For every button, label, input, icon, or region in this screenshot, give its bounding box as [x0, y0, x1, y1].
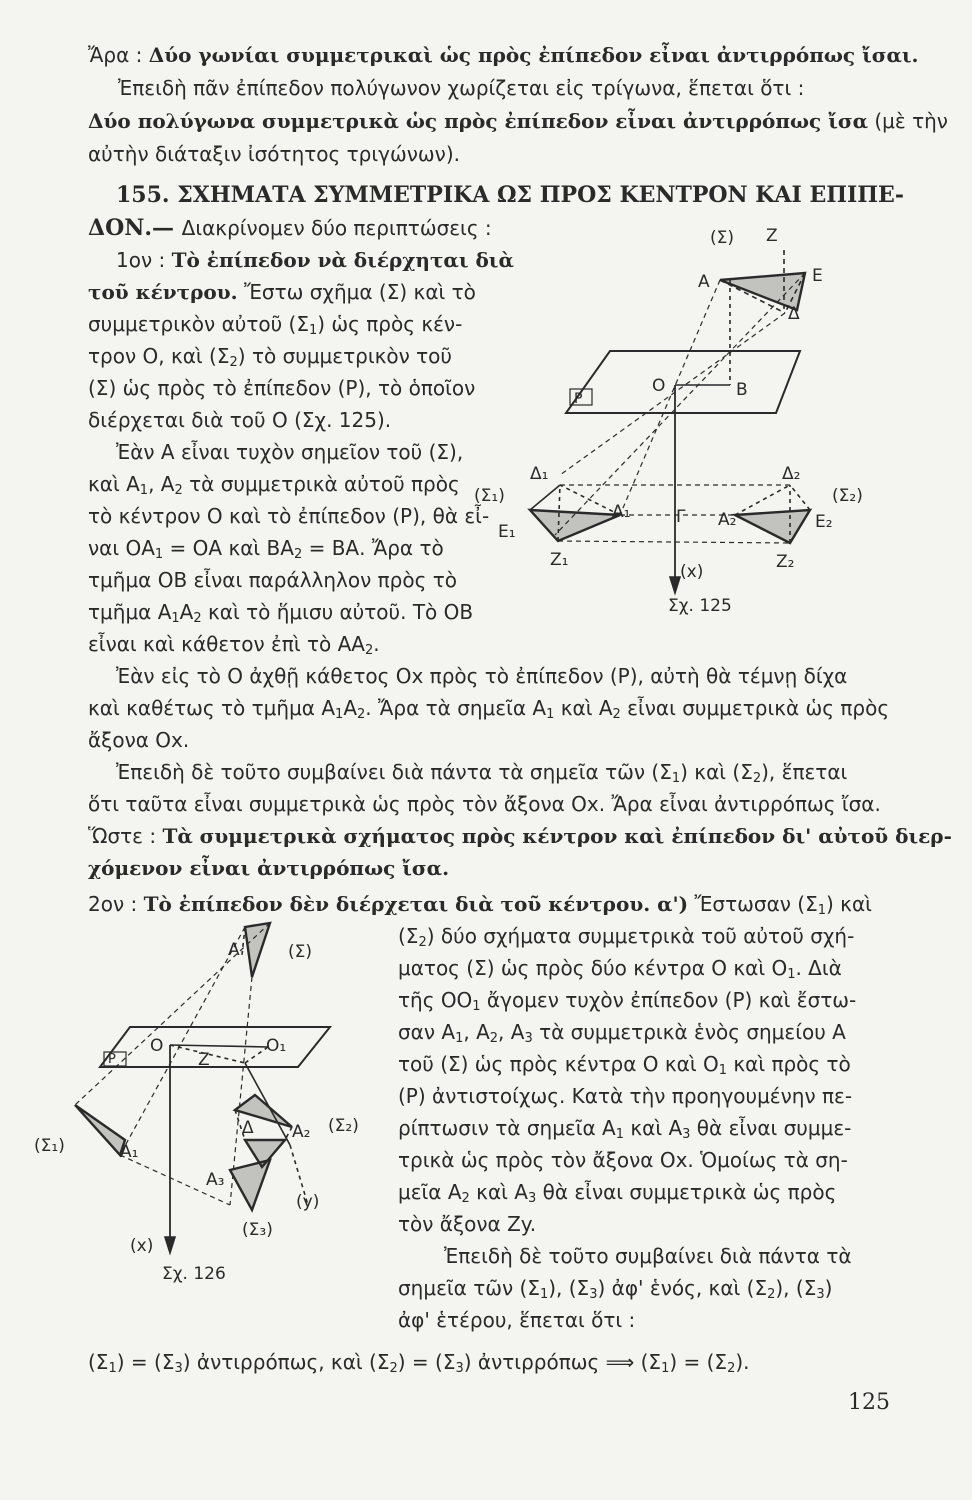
figure-caption: Σχ. 125 — [668, 596, 732, 616]
theorem-text: Δύο γωνίαι συμμετρικαὶ ὡς πρὸς ἐπίπεδον εἶναι ἀντιρρόπως ἴσαι. — [148, 43, 919, 67]
heading-text: ΔΟΝ.— — [88, 215, 182, 241]
text-line — [88, 41, 919, 69]
label: Z₁ — [550, 550, 569, 570]
figure-125 — [470, 225, 890, 620]
label: (Σ₁) — [34, 1136, 65, 1156]
text-line: Ἐὰν Α εἶναι τυχὸν σημεῖον τοῦ (Σ), — [116, 440, 464, 464]
formula-line: $(\Sigma_1) = (\Sigma_3)$ ἀντιρρόπως, καὶ $(\Sigma_2) = (\Sigma_3)$ ἀντιρρόπως ⟹ $(\Sigma_1) = (\Sigma_2)$. — [88, 1350, 750, 1376]
text: Διακρίνομεν δύο περιπτώσεις : — [181, 216, 492, 240]
text-line: Ὥστε : Τὰ συμμετρικὰ σχήματος πρὸς κέντρον καὶ ἐπίπεδον δι' αὐτοῦ διερ- — [88, 824, 952, 848]
text-line: Ἐὰν εἰς τὸ Ο ἀχθῇ κάθετος Οx πρὸς τὸ ἐπίπεδον (P), αὐτὴ θὰ τέμνῃ δίχα — [116, 664, 848, 688]
text-line: Ἐπειδὴ δὲ τοῦτο συμβαίνει διὰ πάντα τὰ σημεῖα τῶν $(\Sigma_1)$ καὶ $(\Sigma_2)$, ἕπεται — [116, 760, 848, 786]
text-line: διέρχεται διὰ τοῦ Ο (Σχ. 125). — [88, 408, 392, 432]
text: 1ον : — [116, 248, 172, 272]
text-line — [88, 214, 492, 242]
text-line: εἶναι καὶ κάθετον ἐπὶ τὸ $AA_2$. — [88, 632, 380, 658]
text-line: συμμετρικὸν αὐτοῦ $(\Sigma_1)$ ὡς πρὸς κέν- — [88, 312, 463, 338]
theorem-text: Τὰ συμμετρικὰ σχήματος πρὸς κέντρον καὶ ἐπίπεδον δι' αὐτοῦ διερ- — [162, 824, 952, 848]
section-heading — [116, 181, 904, 209]
text-line: ναι $OA_1 = OA$ καὶ $BA_2 = BA$. Ἄρα τὸ — [88, 536, 444, 562]
text-line: ρίπτωσιν τὰ σημεῖα $A_1$ καὶ $A_3$ θὰ εἶναι συμμε- — [398, 1116, 852, 1142]
text: Ἔστω σχῆμα (Σ) καὶ τὸ — [237, 280, 476, 304]
heading-text: 155. ΣΧΗΜΑΤΑ ΣΥΜΜΕΤΡΙΚΑ ΩΣ ΠΡΟΣ ΚΕΝΤΡΟΝ ΚΑΙ ΕΠΙΠΕ- — [116, 182, 904, 208]
text: αὐτὴν διάταξιν ἰσότητος τριγώνων). — [88, 142, 460, 166]
label: Z — [766, 226, 778, 246]
case-title: Τὸ ἐπίπεδον δὲν διέρχεται διὰ τοῦ κέντρου. α') — [143, 892, 689, 916]
label: O — [150, 1036, 164, 1056]
text-line: τοῦ (Σ) ὡς πρὸς κέντρα Ο καὶ $O_1$ καὶ πρὸς τὸ — [398, 1052, 851, 1078]
text-line — [118, 74, 804, 102]
label: P — [574, 391, 583, 407]
label: A₁ — [612, 502, 631, 522]
figure-126 — [30, 905, 390, 1285]
text: Ἄρα : — [88, 43, 149, 67]
text-line: τμῆμα ΟΒ εἶναι παράλληλον πρὸς τὸ — [88, 568, 457, 592]
theorem-text: Δύο πολύγωνα συμμετρικὰ ὡς πρὸς ἐπίπεδον εἶναι ἀντιρρόπως ἴσα — [88, 109, 869, 133]
text-line: $(\Sigma_2)$ δύο σχήματα συμμετρικὰ τοῦ αὐτοῦ σχή- — [398, 924, 855, 950]
label: Δ — [788, 304, 800, 324]
label: O — [652, 376, 666, 396]
text-line: (P) ἀντιστοίχως. Κατὰ τὴν προηγουμένην πε- — [398, 1084, 853, 1108]
theorem-text: χόμενον εἶναι ἀντιρρόπως ἴσα. — [88, 856, 450, 880]
text-line: (Σ) ὡς πρὸς τὸ ἐπίπεδον (P), τὸ ὁποῖον — [88, 376, 476, 400]
implies-arrow-icon: ⟹ — [605, 1350, 635, 1374]
text-line: 2ον : Τὸ ἐπίπεδον δὲν διέρχεται διὰ τοῦ κέντρου. α') Ἔστωσαν $(\Sigma_1)$ καὶ — [88, 892, 872, 918]
text-line — [88, 140, 460, 168]
label: (x) — [130, 1236, 154, 1256]
text-line: ἄξονα Οx. — [88, 728, 190, 752]
text-line — [88, 107, 948, 135]
figure-caption: Σχ. 126 — [162, 1264, 226, 1284]
label: A₂ — [718, 510, 737, 530]
label: O₁ — [266, 1036, 287, 1056]
page-number: 125 — [848, 1390, 890, 1415]
label: Δ₂ — [782, 464, 801, 484]
text-line: ἀφ' ἑτέρου, ἕπεται ὅτι : — [398, 1308, 636, 1332]
case-title: Τὸ ἐπίπεδον νὰ διέρχηται διὰ — [171, 248, 514, 272]
label: (Σ₁) — [474, 486, 505, 506]
text-line: τὸν ἄξονα Ζy. — [398, 1212, 537, 1236]
text-line: καὶ $A_1$, $A_2$ τὰ συμμετρικὰ αὐτοῦ πρὸς — [88, 472, 460, 498]
text-line: τρικὰ ὡς πρὸς τὸν ἄξονα Οx. Ὁμοίως τὰ ση- — [398, 1148, 848, 1172]
text: Ἐπειδὴ πᾶν ἐπίπεδον πολύγωνον χωρίζεται εἰς τρίγωνα, ἕπεται ὅτι : — [118, 76, 805, 100]
text-line — [88, 854, 449, 882]
label: A₁ — [120, 1142, 139, 1162]
text-line: τὸ κέντρον Ο καὶ τὸ ἐπίπεδον (P), θὰ εἶ- — [88, 504, 490, 528]
label: B — [736, 380, 748, 400]
label: Z — [198, 1050, 210, 1070]
label: Z₂ — [776, 552, 795, 572]
text-line: Ἐπειδὴ δὲ τοῦτο συμβαίνει διὰ πάντα τὰ — [444, 1244, 852, 1268]
text-line — [116, 246, 514, 274]
label: (Σ₂) — [328, 1116, 359, 1136]
label: (Σ₃) — [242, 1220, 273, 1240]
case-title: τοῦ κέντρου. — [88, 280, 238, 304]
label: A — [698, 272, 710, 292]
label: Δ — [242, 1118, 254, 1138]
label: (Σ) — [710, 228, 735, 248]
text-line: σημεῖα τῶν $(\Sigma_1)$, $(\Sigma_3)$ ἀφ' ἑνός, καὶ $(\Sigma_2)$, $(\Sigma_3)$ — [398, 1276, 833, 1302]
label: P — [108, 1052, 116, 1067]
plane-p — [566, 351, 800, 413]
label: (x) — [680, 562, 704, 582]
label: A₃ — [206, 1170, 225, 1190]
text-line: ὅτι ταῦτα εἶναι συμμετρικὰ ὡς πρὸς τὸν ἄξονα Οx. Ἄρα εἶναι ἀντιρρόπως ἴσα. — [88, 792, 881, 816]
label: E₁ — [498, 522, 516, 542]
text-line: σαν $A_1$, $A_2$, $A_3$ τὰ συμμετρικὰ ἑνὸς σημείου Α — [398, 1020, 846, 1046]
text-line: τμῆμα $A_1A_2$ καὶ τὸ ἥμισυ αὐτοῦ. Τὸ ΟΒ — [88, 600, 474, 626]
label: Δ₁ — [530, 464, 549, 484]
label: A₂ — [292, 1122, 311, 1142]
label: (Σ₂) — [832, 486, 863, 506]
label: (Σ) — [288, 942, 313, 962]
label: A — [228, 940, 240, 960]
text-line: καὶ καθέτως τὸ τμῆμα $A_1A_2$. Ἄρα τὰ σημεῖα $A_1$ καὶ $A_2$ εἶναι συμμετρικὰ ὡς πρὸς — [88, 696, 890, 722]
label: E₂ — [815, 512, 833, 532]
text-line: ματος (Σ) ὡς πρὸς δύο κέντρα Ο καὶ $O_1$. Διὰ — [398, 956, 842, 982]
text-line — [88, 278, 476, 306]
text-line: τρον Ο, καὶ $(\Sigma_2)$ τὸ συμμετρικὸν τοῦ — [88, 344, 452, 370]
text-line: μεῖα $A_2$ καὶ $A_3$ θὰ εἶναι συμμετρικὰ ὡς πρὸς — [398, 1180, 837, 1206]
text-line: τῆς $OO_1$ ἄγομεν τυχὸν ἐπίπεδον (P) καὶ ἔστω- — [398, 988, 857, 1014]
label: E — [812, 266, 823, 286]
text: (μὲ τὴν — [868, 109, 948, 133]
label: (y) — [296, 1192, 320, 1212]
label: Γ — [676, 507, 686, 527]
